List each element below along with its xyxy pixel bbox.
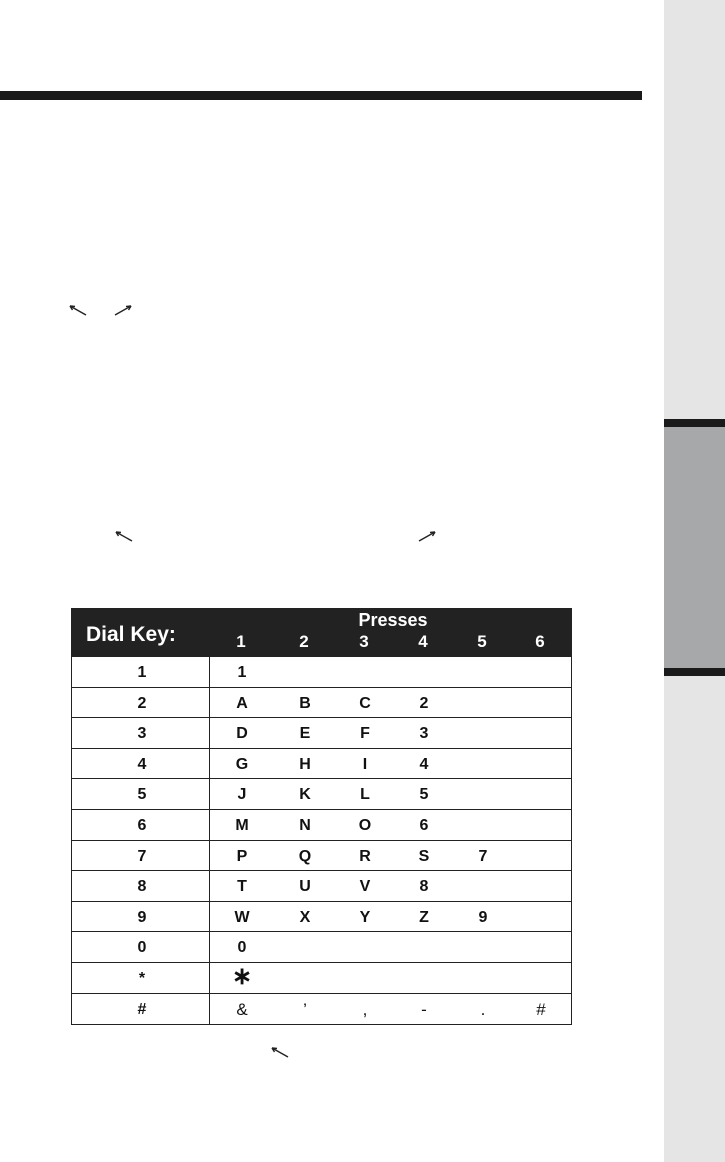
press-character-cell: 3 [419,725,429,743]
press-character-cell: . [480,999,486,1019]
press-character-cell: 0 [237,939,247,957]
side-tab [664,419,725,676]
press-character-cell: , [362,999,368,1019]
dial-key-cell: 8 [137,878,147,896]
press-character-cell: Y [359,908,371,926]
press-character-cell: 4 [419,755,429,773]
left-arrow-icon [270,1045,292,1059]
table-row [72,963,571,994]
dial-key-cell: 0 [137,939,147,957]
press-character-cell: Q [298,847,312,865]
press-character-cell: W [234,908,250,926]
press-character-cell: A [236,694,248,712]
presses-heading: Presses [358,610,428,630]
press-number: 5 [477,632,487,651]
press-character-cell: 5 [419,786,429,804]
press-character-cell: U [299,878,311,896]
press-character-cell: G [235,755,249,773]
dial-key-heading: Dial Key: [86,623,176,646]
top-rule [0,91,642,100]
press-number: 6 [535,632,545,651]
press-number: 3 [359,632,369,651]
right-arrow-icon [416,529,438,543]
dial-key-cell: 1 [137,664,147,681]
press-character-cell: B [299,694,311,712]
table-row [72,841,571,872]
press-character-cell: O [358,817,372,834]
table-body [71,657,572,1025]
table-row [72,657,571,688]
dial-key-cell: * [138,970,146,987]
dial-key-cell: 2 [137,694,147,712]
dial-key-cell: 4 [137,755,147,773]
press-character-cell: - [421,999,427,1019]
press-character-cell: 1 [237,664,247,681]
press-number: 2 [299,632,309,651]
press-character-cell: Z [419,908,429,926]
press-character-cell: ∗ [231,963,253,990]
table-row [72,749,571,780]
press-character-cell: R [359,847,371,865]
press-character-cell: F [360,725,370,743]
table-row [72,688,571,719]
press-character-cell: M [235,817,249,834]
press-character-cell: 8 [419,878,429,896]
right-arrow-icon [112,303,134,317]
dial-key-table [71,608,572,1026]
press-character-cell: H [299,755,311,773]
press-character-cell: C [359,694,371,712]
press-character-cell: N [299,817,311,834]
press-character-cell: X [299,908,311,926]
press-character-cell: J [237,786,247,804]
press-character-cell: & [236,999,248,1019]
dial-key-cell: # [137,1000,147,1018]
press-character-cell: E [299,725,311,743]
press-character-cell: 9 [478,908,488,926]
dial-key-cell: 3 [137,725,147,743]
table-row [72,902,571,933]
table-row [72,932,571,963]
press-number: 1 [236,632,246,651]
press-character-cell: K [299,786,311,804]
side-tab-top-bar [664,419,725,427]
left-arrow-icon [114,529,136,543]
table-row [72,718,571,749]
press-character-cell: # [536,999,546,1019]
press-character-cell: 6 [419,817,429,834]
side-tab-bottom-bar [664,668,725,676]
table-header [71,608,572,657]
table-row [72,871,571,902]
table-row [72,779,571,810]
press-character-cell: P [236,847,248,865]
press-character-cell: ’ [303,999,307,1019]
press-number: 4 [418,632,428,651]
press-character-cell: 7 [478,847,488,865]
left-arrow-icon [68,303,90,317]
press-character-cell: D [236,725,248,743]
dial-key-cell: 9 [137,908,147,926]
press-character-cell: 2 [419,694,429,712]
table-row [72,810,571,841]
press-character-cell: I [362,755,368,773]
press-character-cell: T [237,878,247,896]
press-character-cell: V [359,878,371,896]
press-character-cell: S [418,847,430,865]
dial-key-cell: 6 [137,817,147,834]
table-row [72,994,571,1024]
dial-key-cell: 5 [137,786,147,804]
dial-key-cell: 7 [137,847,147,865]
press-character-cell: L [360,786,370,804]
